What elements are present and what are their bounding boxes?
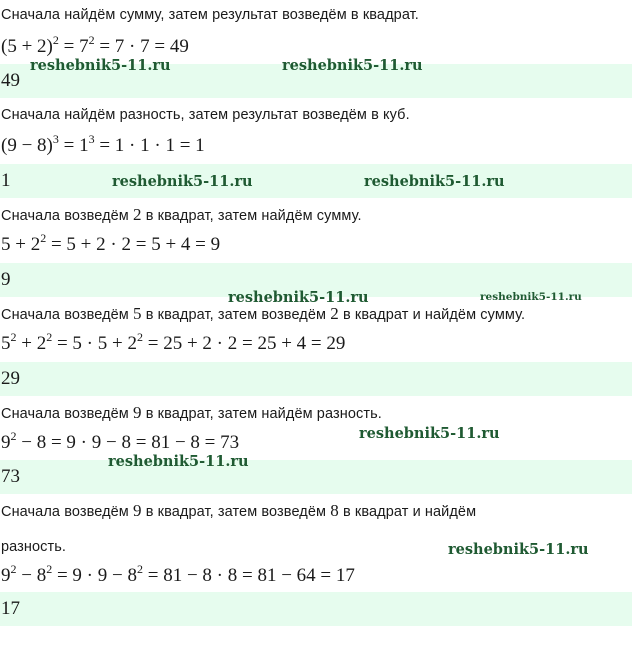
watermark: reshebnik5-11.ru: [228, 289, 369, 306]
watermark: reshebnik5-11.ru: [282, 57, 423, 74]
step-5-instruction: Сначала возведём 9 в квадрат, затем найдём разность.: [1, 403, 382, 422]
step-5-answer: 73: [0, 460, 632, 494]
step-3-answer: 9: [0, 263, 632, 297]
step-6-instruction: Сначала возведём 9 в квадрат, затем возведём 8 в квадрат и найдём: [1, 501, 477, 520]
step-4-equation: $5^2 + 2^2 = 5 \cdot 5 + 2^2 = 25 + 2 \cdot 2 = 25 + 4 = 29$: [1, 329, 346, 354]
step-2-answer: 1: [0, 164, 632, 198]
step-4-answer: 29: [0, 362, 632, 396]
watermark: reshebnik5-11.ru: [364, 173, 505, 190]
step-1-equation: $(5 + 2)^2 = 7^2 = 7 \cdot 7 = 49$: [1, 32, 189, 57]
step-2-instruction: Сначала найдём разность, затем результат возведём в куб.: [1, 107, 410, 123]
step-5-equation: $9^2 - 8 = 9 \cdot 9 - 8 = 81 - 8 = 73$: [1, 428, 240, 453]
watermark: reshebnik5-11.ru: [112, 173, 253, 190]
step-1-answer: 49: [0, 64, 632, 98]
step-3-equation: $5 + 2^2 = 5 + 2 \cdot 2 = 5 + 4 = 9$: [1, 230, 221, 255]
step-3-instruction: Сначала возведём 2 в квадрат, затем найдём сумму.: [1, 205, 362, 224]
step-2-equation: $(9 - 8)^3 = 1^3 = 1 \cdot 1 \cdot 1 = 1$: [1, 131, 205, 156]
step-1-instruction: Сначала найдём сумму, затем результат возведём в квадрат.: [1, 7, 419, 23]
watermark: reshebnik5-11.ru: [108, 453, 249, 470]
watermark: reshebnik5-11.ru: [480, 291, 582, 303]
step-4-instruction: Сначала возведём 5 в квадрат, затем возведём 2 в квадрат и найдём сумму.: [1, 304, 526, 323]
watermark: reshebnik5-11.ru: [448, 541, 589, 558]
watermark: reshebnik5-11.ru: [30, 57, 171, 74]
step-6-equation: $9^2 - 8^2 = 9 \cdot 9 - 8^2 = 81 - 8 \cdot 8 = 81 - 64 = 17$: [1, 561, 355, 586]
step-6-answer: 17: [0, 592, 632, 626]
watermark: reshebnik5-11.ru: [359, 425, 500, 442]
step-6-instruction-line2: разность.: [1, 539, 67, 555]
